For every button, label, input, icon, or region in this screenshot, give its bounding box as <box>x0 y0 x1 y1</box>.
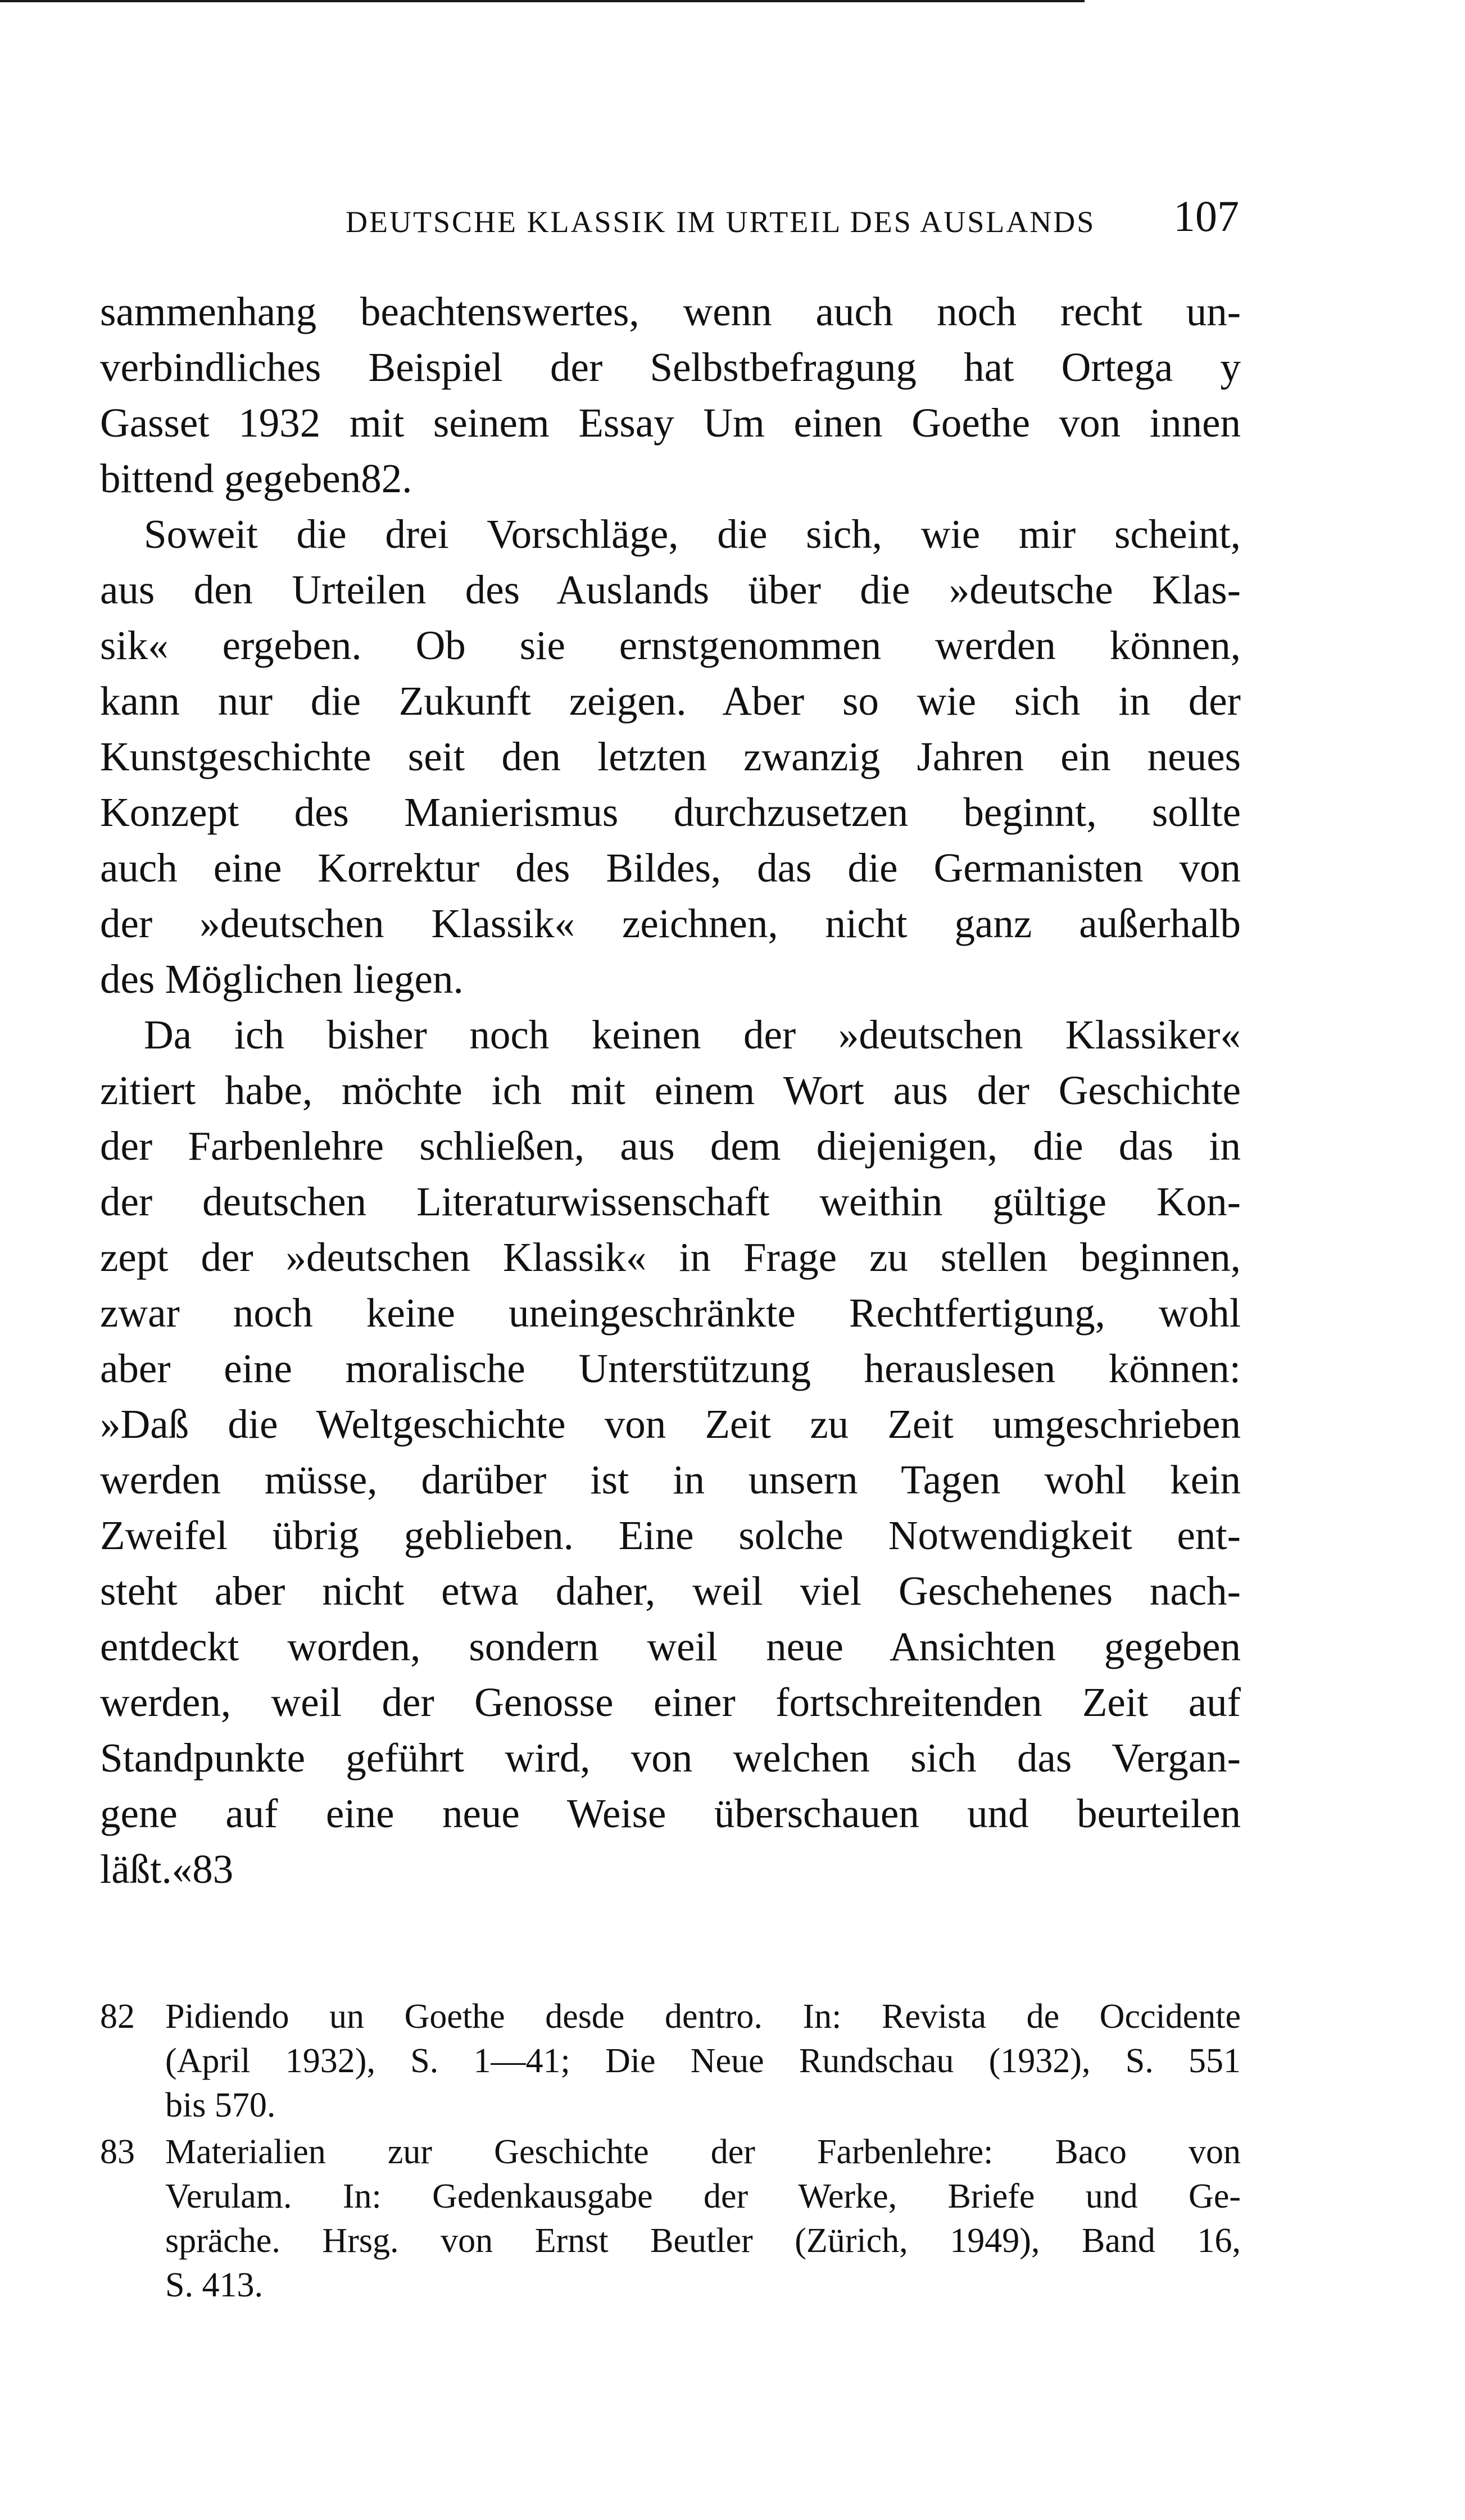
text-line: sammenhang beachtenswertes, wenn auch noch recht un- <box>100 289 1241 334</box>
text-line: verbindliches Beispiel der Selbstbefragung hat Ortega y <box>100 344 1241 390</box>
text-line: werden müsse, darüber ist in unsern Tagen wohl kein <box>100 1457 1241 1502</box>
text-line: Konzept des Manierismus durchzusetzen beginnt, sollte <box>100 789 1241 835</box>
page-number: 107 <box>1173 192 1239 240</box>
text-line: aus den Urteilen des Auslands über die »deutsche Klas- <box>100 567 1241 612</box>
text-line: kann nur die Zukunft zeigen. Aber so wie sich in der <box>100 678 1241 724</box>
text-line: des Möglichen liegen. <box>100 956 464 1002</box>
page-header <box>346 191 1239 242</box>
page-top-edge <box>0 0 1085 2</box>
text-line: gene auf eine neue Weise überschauen und beurteilen <box>100 1791 1241 1836</box>
text-line: »Daß die Weltgeschichte von Zeit zu Zeit umgeschrieben <box>100 1401 1241 1447</box>
text-line: Soweit die drei Vorschläge, die sich, wie mir scheint, <box>144 511 1241 557</box>
footnote-number: 83 <box>100 2133 135 2171</box>
text-line: Da ich bisher noch keinen der »deutschen Klassiker« <box>144 1012 1241 1057</box>
text-line: auch eine Korrektur des Bildes, das die Germanisten von <box>100 845 1241 891</box>
text-line: der »deutschen Klassik« zeichnen, nicht ganz außerhalb <box>100 901 1241 946</box>
footnote-line: Pidiendo un Goethe desde dentro. In: Revista de Occidente <box>165 1997 1241 2036</box>
running-head: DEUTSCHE KLASSIK IM URTEIL DES AUSLANDS <box>346 205 1096 239</box>
footnote-line: spräche. Hrsg. von Ernst Beutler (Zürich, 1949), Band 16, <box>165 2222 1241 2260</box>
text-line: aber eine moralische Unterstützung herauslesen können: <box>100 1346 1241 1391</box>
text-line: werden, weil der Genosse einer fortschreitenden Zeit auf <box>100 1679 1241 1725</box>
text-line: zitiert habe, möchte ich mit einem Wort aus der Geschichte <box>100 1068 1241 1113</box>
footnote-line: (April 1932), S. 1—41; Die Neue Rundschau (1932), S. 551 <box>165 2042 1241 2080</box>
body-text <box>100 284 1241 1897</box>
text-line: läßt.«83 <box>100 1846 234 1892</box>
text-line: steht aber nicht etwa daher, weil viel Geschehenes nach- <box>100 1568 1241 1614</box>
footnote-line: Materialien zur Geschichte der Farbenlehre: Baco von <box>165 2133 1241 2171</box>
text-line: der Farbenlehre schließen, aus dem diejenigen, die das in <box>100 1123 1241 1169</box>
text-line: sik« ergeben. Ob sie ernstgenommen werden können, <box>100 623 1241 668</box>
footnote-number: 82 <box>100 1997 135 2036</box>
text-line: Kunstgeschichte seit den letzten zwanzig Jahren ein neues <box>100 734 1241 779</box>
text-line: zept der »deutschen Klassik« in Frage zu stellen beginnen, <box>100 1234 1241 1280</box>
text-line: Standpunkte geführt wird, von welchen sich das Vergan- <box>100 1735 1241 1781</box>
footnote-line: S. 413. <box>165 2266 263 2304</box>
footnote-line: Verulam. In: Gedenkausgabe der Werke, Briefe und Ge- <box>165 2177 1241 2215</box>
text-line: Zweifel übrig geblieben. Eine solche Notwendigkeit ent- <box>100 1513 1241 1558</box>
footnotes <box>100 1995 1241 2310</box>
text-line: Gasset 1932 mit seinem Essay Um einen Goethe von innen <box>100 400 1241 446</box>
text-line: entdeckt worden, sondern weil neue Ansichten gegeben <box>100 1624 1241 1669</box>
footnote <box>100 2130 1241 2308</box>
text-line: zwar noch keine uneingeschränkte Rechtfertigung, wohl <box>100 1290 1241 1336</box>
footnote <box>100 1995 1241 2128</box>
text-line: der deutschen Literaturwissenschaft weithin gültige Kon- <box>100 1179 1241 1224</box>
paragraph <box>100 506 1241 1007</box>
footnote-line: bis 570. <box>165 2086 276 2124</box>
paragraph <box>100 1007 1241 1897</box>
text-line: bittend gegeben82. <box>100 456 412 501</box>
paragraph <box>100 284 1241 506</box>
